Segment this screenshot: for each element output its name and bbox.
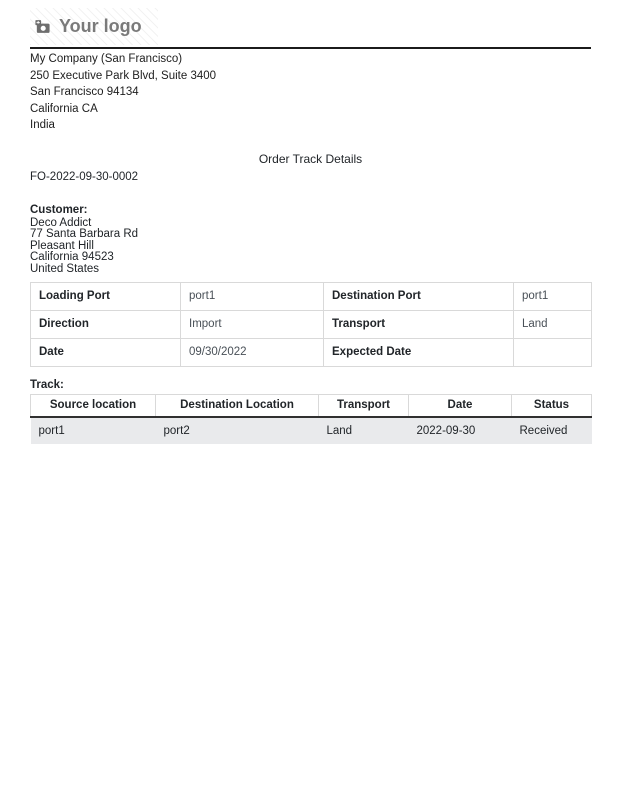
info-label-expected-date: Expected Date [324,339,514,367]
company-logo [30,8,158,45]
customer-address-line: 77 Santa Barbara Rd [30,228,139,241]
track-table-row [31,417,592,444]
track-col-date: Date [409,395,512,418]
company-address-line: My Company (San Francisco) [30,53,183,65]
customer-address-line: United States [30,262,100,275]
track-heading: Track: [30,379,64,392]
table-row [31,283,592,311]
info-value-direction: Import [181,311,324,339]
info-label-destination-port: Destination Port [324,283,514,311]
logo-text: Your logo [59,16,142,36]
camera-icon [34,18,51,35]
info-label-direction: Direction [31,311,181,339]
track-col-status: Status [512,395,592,418]
info-value-expected-date [514,339,592,367]
track-col-destination-location: Destination Location [156,395,319,418]
track-cell-date: 2022-09-30 [409,417,512,444]
info-label-date: Date [31,339,181,367]
customer-address-line: Pleasant Hill [30,239,94,252]
table-row [31,339,592,367]
company-address-line: California CA [30,102,98,115]
track-table-header-row [31,395,592,418]
company-address [30,54,591,132]
table-row [31,311,592,339]
customer-heading: Customer: [30,203,88,216]
info-value-loading-port: port1 [181,283,324,311]
info-value-destination-port: port1 [514,283,592,311]
info-value-transport: Land [514,311,592,339]
order-info-table [30,282,592,367]
info-value-date: 09/30/2022 [181,339,324,367]
track-cell-status: Received [512,417,592,444]
track-cell-destination-location: port2 [156,417,319,444]
track-table [30,394,592,444]
company-address-line: San Francisco 94134 [30,86,139,98]
customer-section [30,204,591,276]
customer-address-line: Deco Addict [30,216,92,229]
document-title: Order Track Details [258,151,363,166]
info-label-transport: Transport [324,311,514,339]
track-col-transport: Transport [319,395,409,418]
info-label-loading-port: Loading Port [31,283,181,311]
order-reference: FO-2022-09-30-0002 [30,170,139,183]
track-cell-source-location: port1 [31,417,156,444]
report-header [30,8,591,49]
track-cell-transport: Land [319,417,409,444]
company-address-line: India [30,119,55,131]
track-col-source-location: Source location [31,395,156,418]
company-address-line: 250 Executive Park Blvd, Suite 3400 [30,69,217,82]
customer-address-line: California 94523 [30,251,114,264]
customer-address [30,218,591,276]
